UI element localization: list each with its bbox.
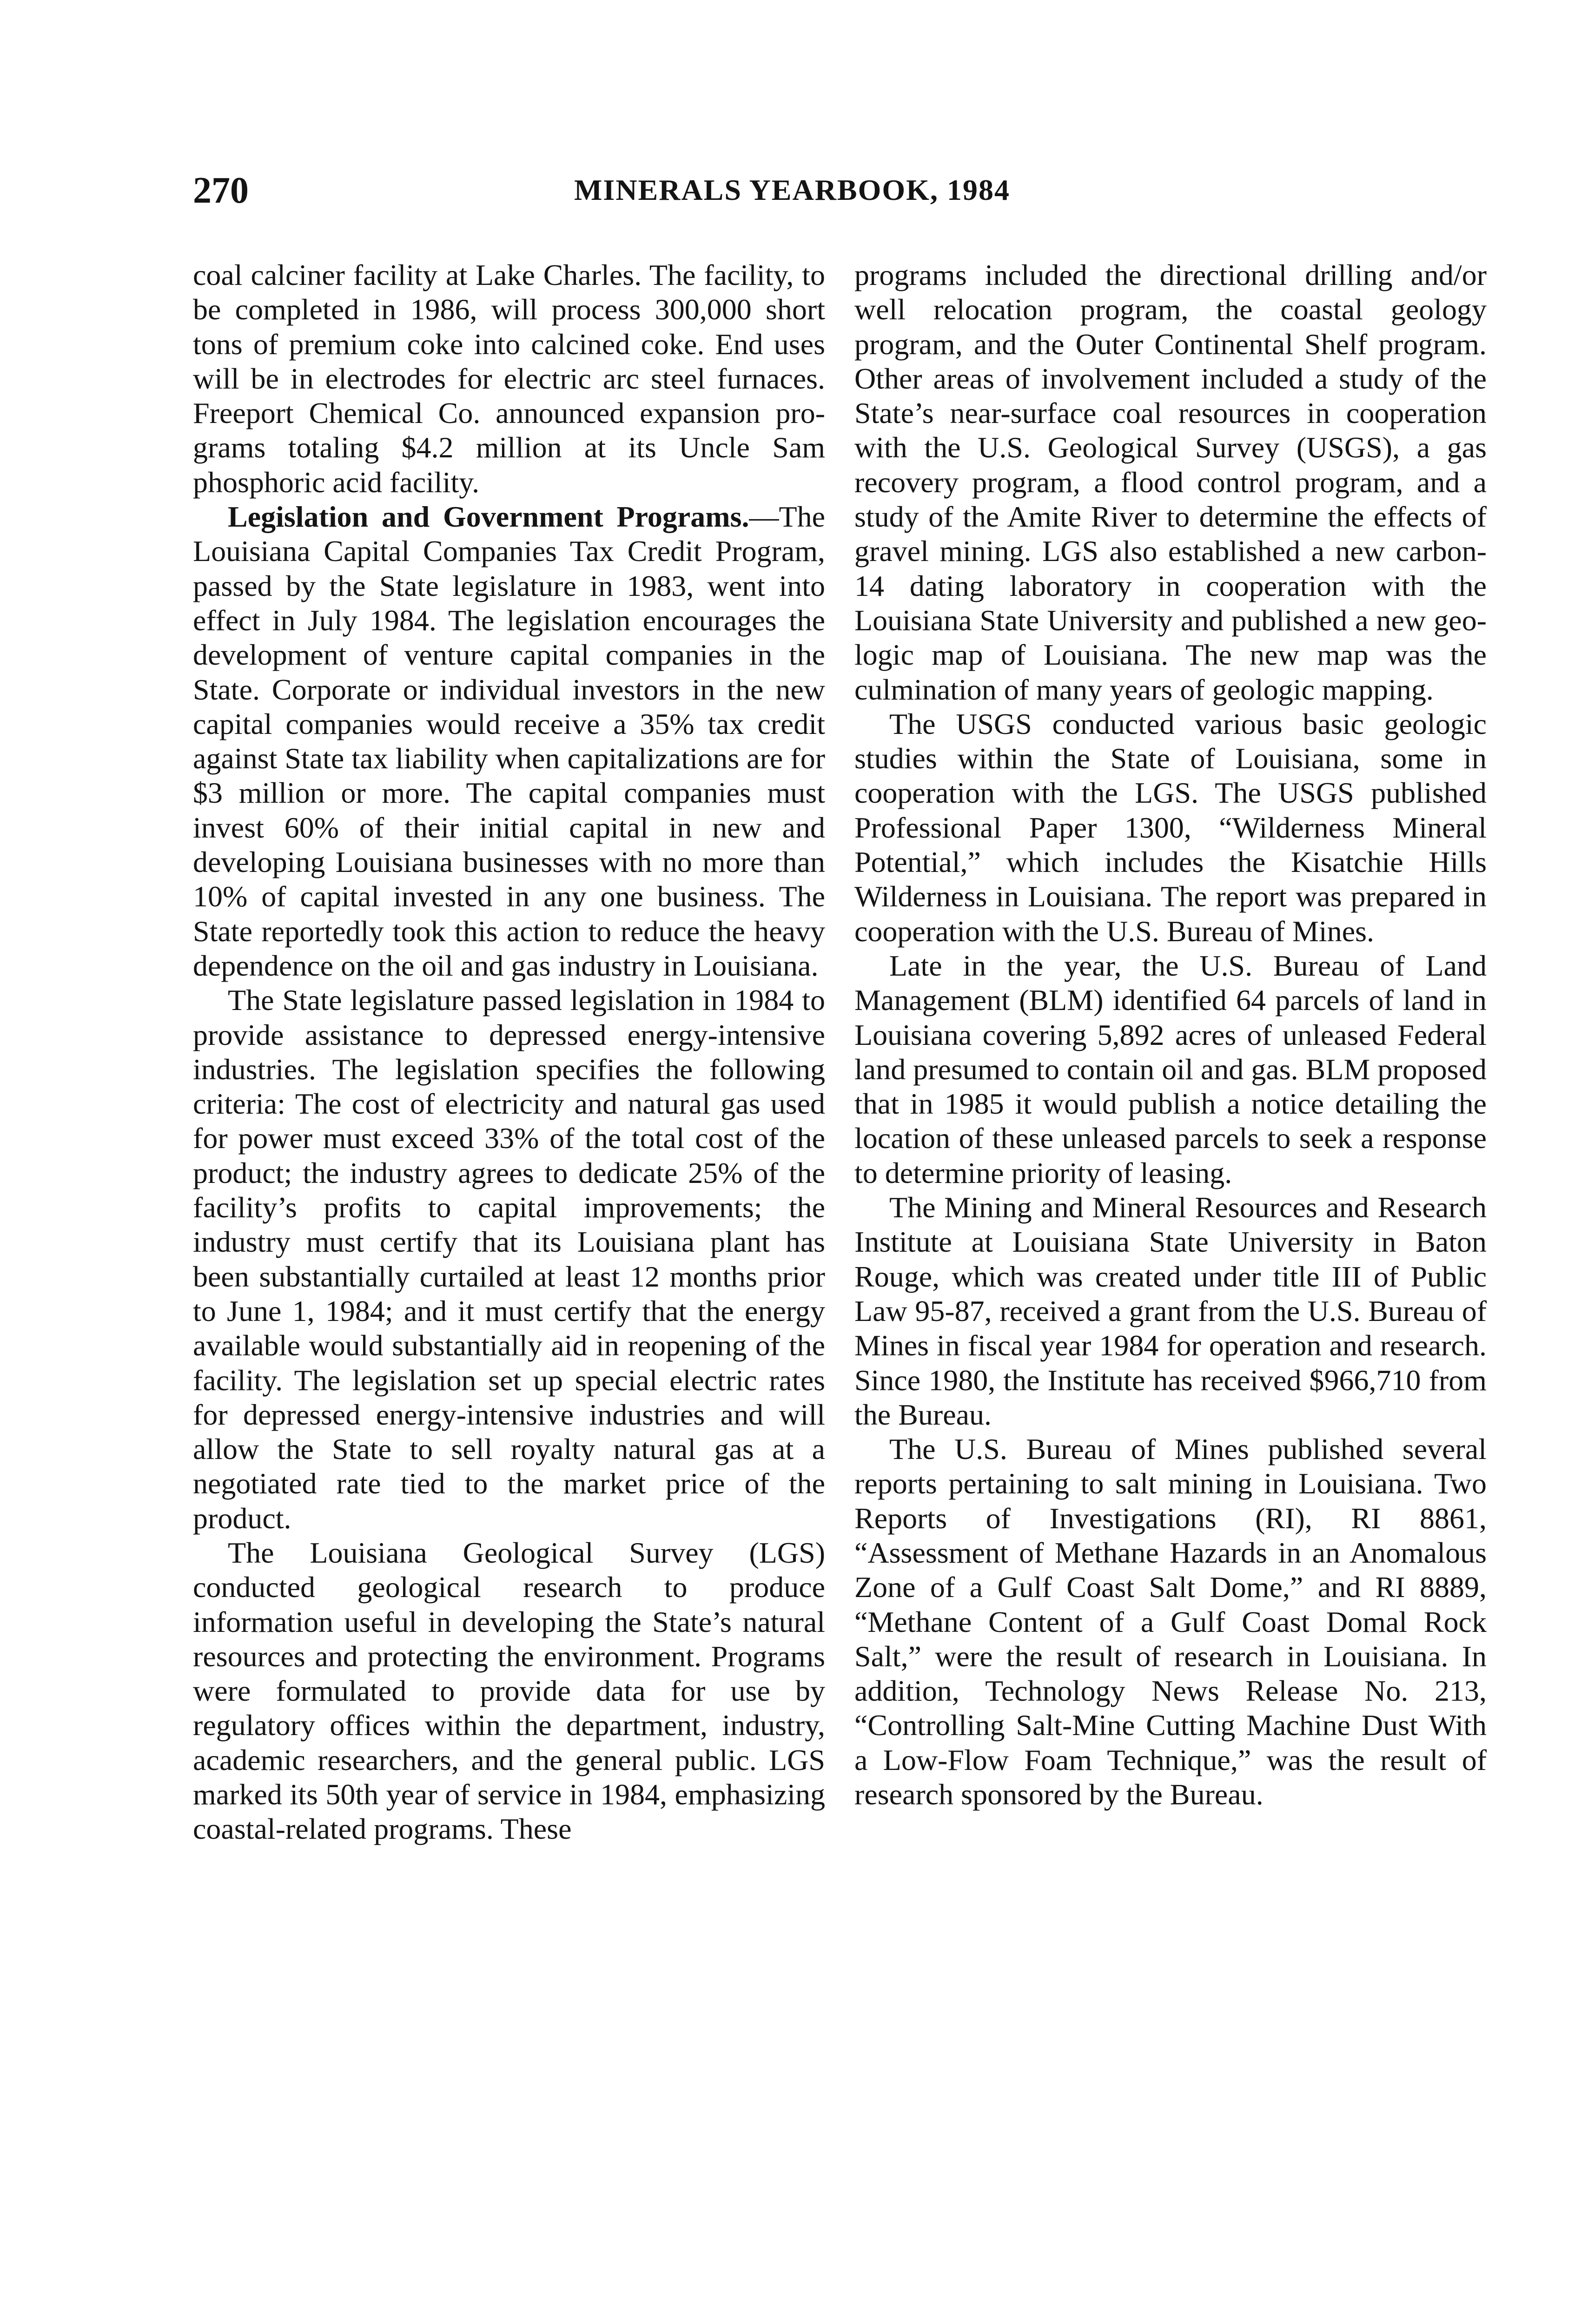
run-in-heading: Legislation and Government Programs.: [228, 500, 749, 534]
paragraph: programs included the directional drilling and/or well relocation program, the coastal geology program, and the Outer Continental Shelf program. Other areas of involvement included a study of the State’s near-surface coal resources in cooperation with the U.S. Geological Survey (USGS), a gas recovery program, a flood control program, and a study of the Amite River to determine the effects of gravel mining. LGS also established a new carbon-14 dating laboratory in cooperation with the Louisiana State University and published a new geologic map of Louisiana. The new map was the culmination of many years of geologic mapping.: [854, 258, 1487, 706]
left-column: [193, 258, 825, 1847]
paragraph: coal calciner facility at Lake Charles. The facility, to be completed in 1986, will process 300,000 short tons of premium coke into calcined coke. End uses will be in electrodes for electric arc steel furnaces. Freeport Chemical Co. announced expansion programs totaling $4.2 million at its Uncle Sam phosphoric acid facility.: [193, 258, 825, 499]
paragraph: The U.S. Bureau of Mines published several reports pertaining to salt mining in Louisiana. Two Reports of Investigations (RI), RI 8861, “Assessment of Methane Hazards in an Anomalous Zone of a Gulf Coast Salt Dome,” and RI 8889, “Methane Content of a Gulf Coast Domal Rock Salt,” were the result of research in Louisiana. In addition, Technology News Release No. 213, “Controlling Salt-Mine Cutting Machine Dust With a Low-Flow Foam Technique,” was the result of research sponsored by the Bureau.: [854, 1433, 1487, 1811]
running-head: MINERALS YEARBOOK, 1984: [574, 173, 1010, 206]
paragraph: The Louisiana Geological Survey (LGS) conducted geological research to produce information useful in developing the State’s natural resources and protecting the environment. Programs were formulated to provide data for use by regulatory offices within the department, industry, academic researchers, and the general public. LGS marked its 50th year of service in 1984, emphasizing coastal-related programs. These: [193, 1536, 825, 1846]
right-column: [854, 258, 1487, 1812]
paragraph: The State legislature passed legislation in 1984 to provide assistance to depressed energy-intensive industries. The legislation specifies the following criteria: The cost of electricity and natural gas used for power must exceed 33% of the total cost of the product; the industry agrees to dedicate 25% of the facility’s profits to capital improvements; the industry must certify that its Louisiana plant has been substantially curtailed at least 12 months prior to June 1, 1984; and it must certify that the energy available would substantially aid in reopening of the facility. The legislation set up special electric rates for depressed energy-intensive industries and will allow the State to sell royalty natural gas at a negotiated rate tied to the market price of the product.: [193, 984, 825, 1535]
page-number: 270: [193, 170, 249, 211]
paragraph-body: —The Louisiana Capital Companies Tax Credit Program, passed by the State legislature in 1983, went into effect in July 1984. The legislation encourages the development of venture capital companies in the State. Corporate or individual investors in the new capital companies would receive a 35% tax credit against State tax liability when capitalizations are for $3 million or more. The capital companies must invest 60% of their initial capital in new and developing Louisiana businesses with no more than 10% of capital invested in any one business. The State reportedly took this action to reduce the heavy dependence on the oil and gas industry in Louisiana.: [193, 500, 825, 982]
paragraph: Late in the year, the U.S. Bureau of Land Management (BLM) identified 64 parcels of land in Louisiana covering 5,892 acres of unleased Federal land presumed to contain oil and gas. BLM proposed that in 1985 it would publish a notice detailing the location of these unleased parcels to seek a response to determine priority of leasing.: [854, 949, 1487, 1189]
paragraph: The USGS conducted various basic geologic studies within the State of Louisiana, some in cooperation with the LGS. The USGS published Professional Paper 1300, “Wilderness Mineral Potential,” which includes the Kisatchie Hills Wilderness in Louisiana. The report was prepared in cooperation with the U.S. Bureau of Mines.: [854, 707, 1487, 948]
paragraph: The Mining and Mineral Resources and Research Institute at Louisiana State University in Baton Rouge, which was created under title III of Public Law 95-87, received a grant from the U.S. Bureau of Mines in fiscal year 1984 for operation and research. Since 1980, the Institute has received $966,710 from the Bureau.: [854, 1191, 1487, 1431]
paragraph: [193, 500, 825, 983]
